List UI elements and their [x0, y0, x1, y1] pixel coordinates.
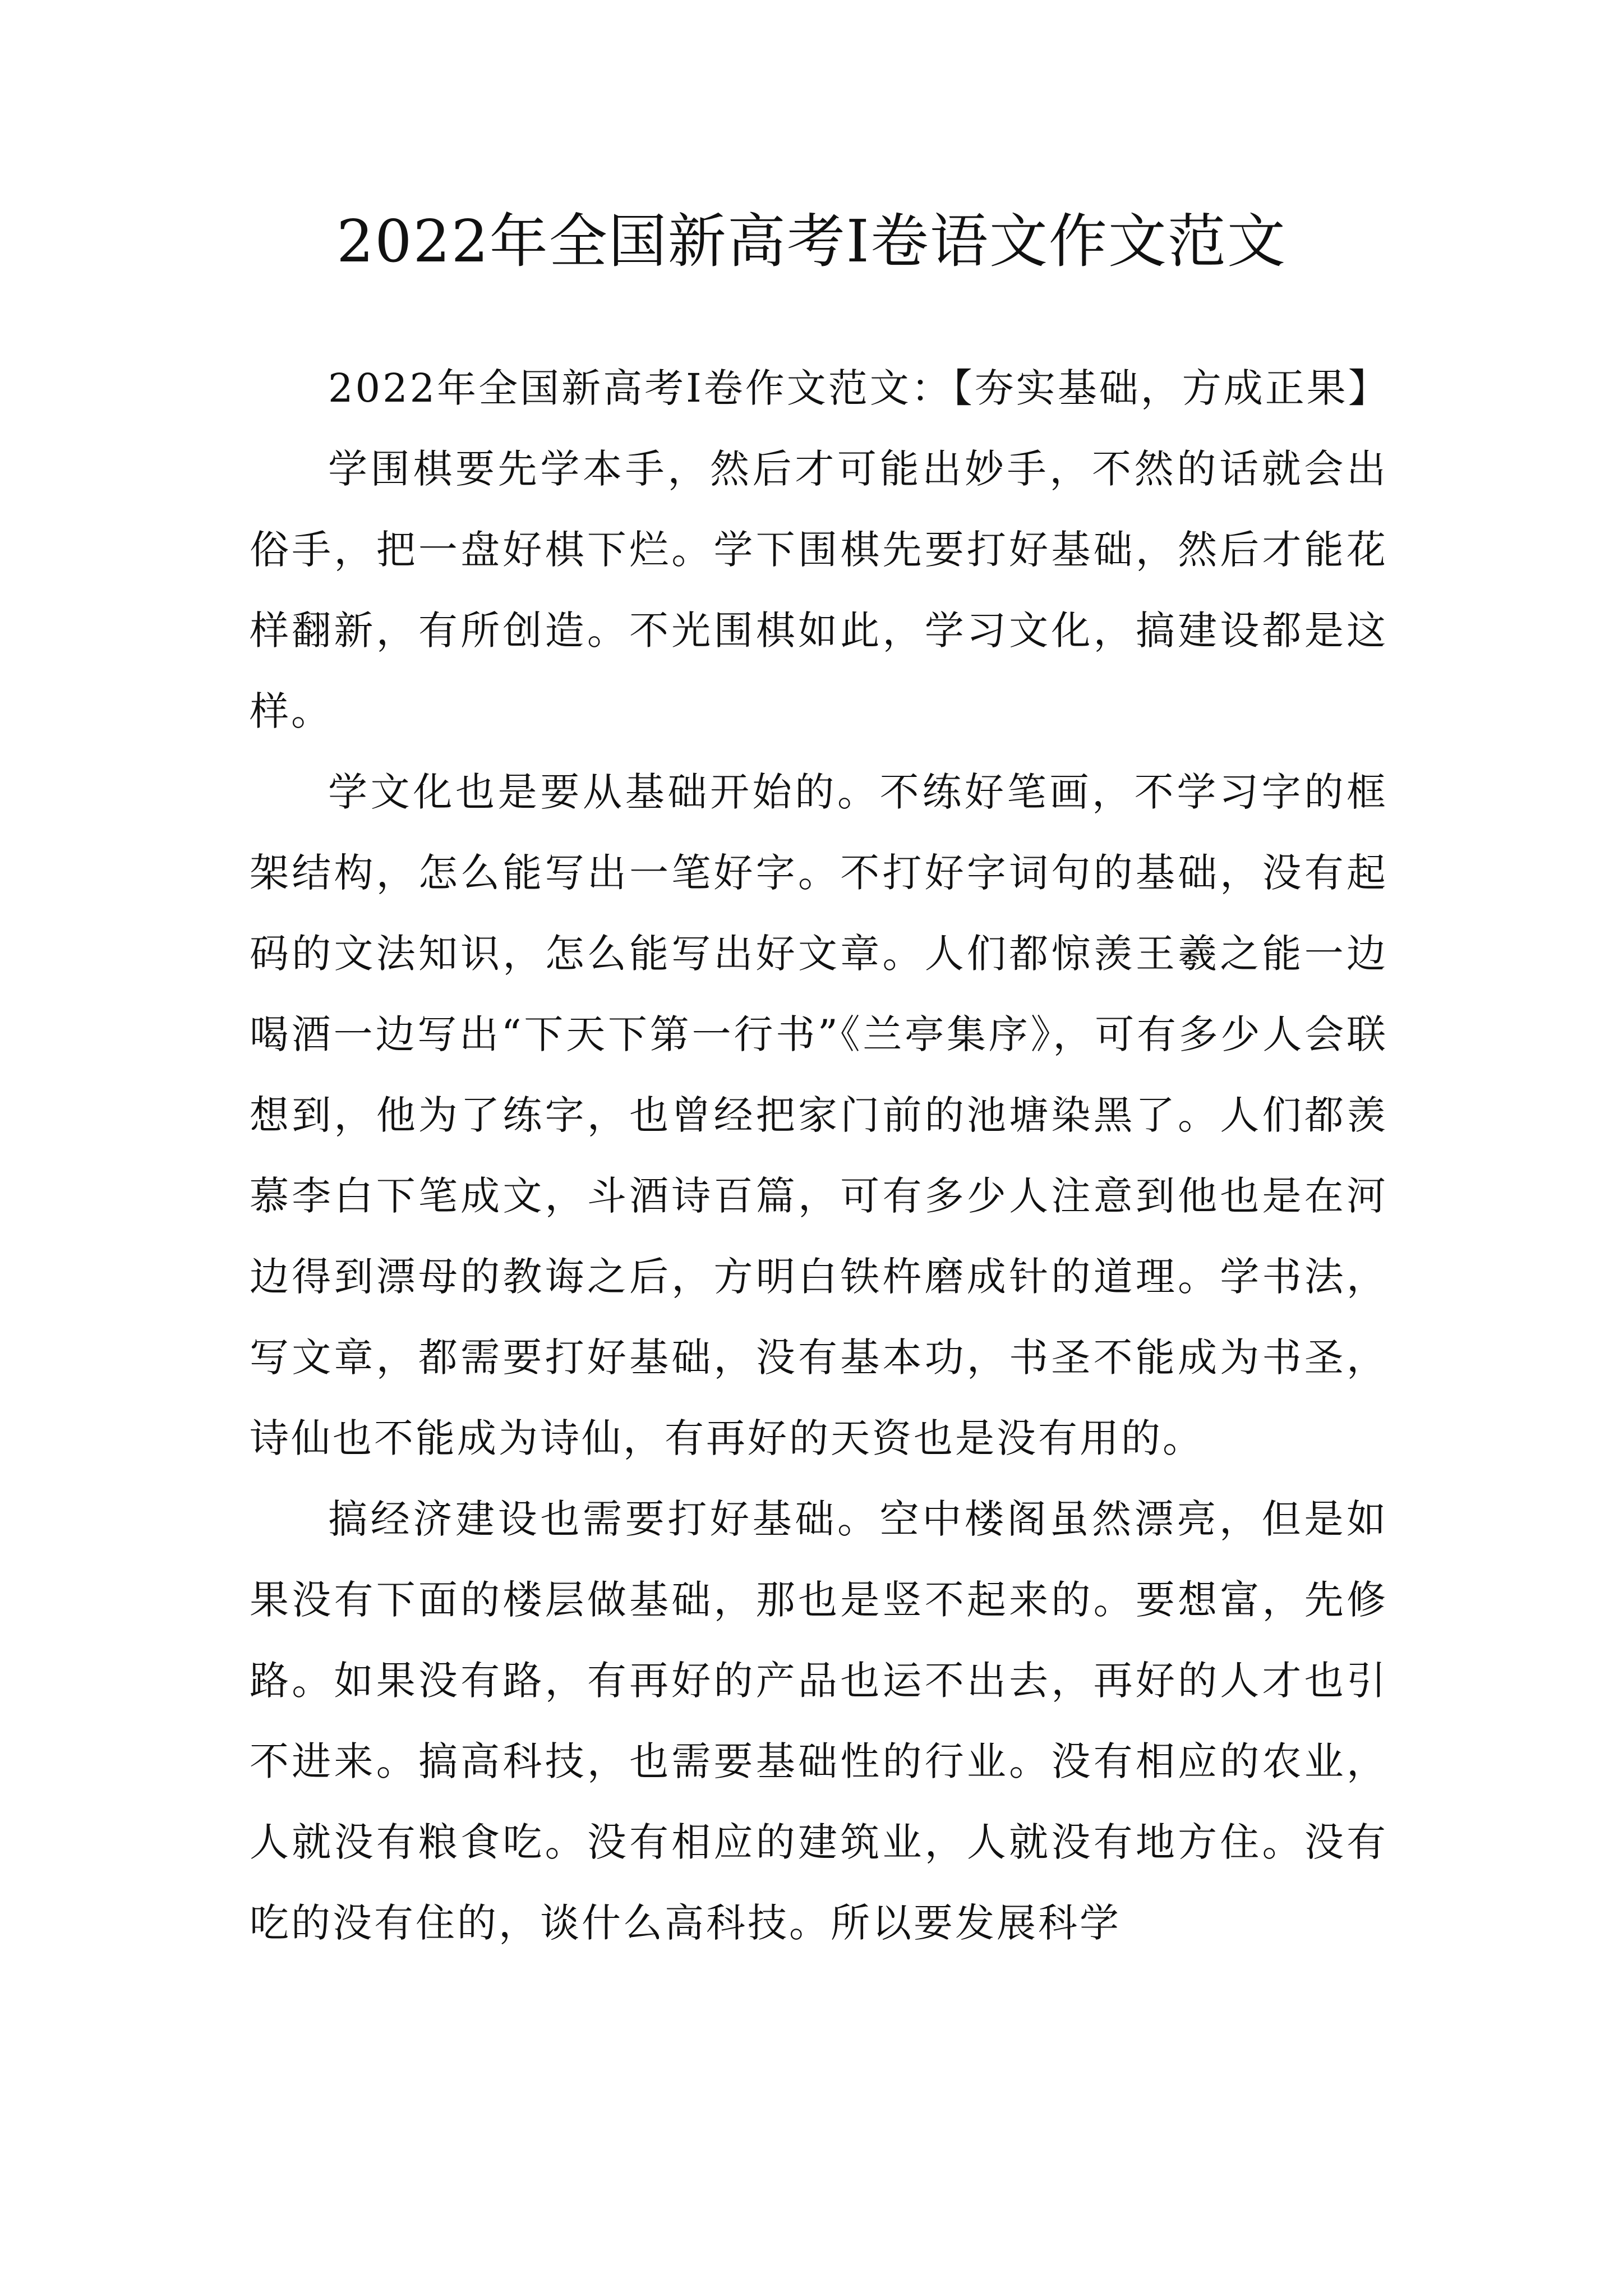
paragraph-economy-basics: 搞经济建设也需要打好基础。空中楼阁虽然漂亮，但是如果没有下面的楼层做基础，那也是竖不起来的。要想富，先修路。如果没有路，有再好的产品也运不出去，再好的人才也引不进来。搞高科技，也需要基础性的行业。没有相应的农业，人就没有粮食吃。没有相应的建筑业，人就没有地方住。没有吃的没有住的，谈什么高科技。所以要发展科学: [250, 1496, 1388, 1946]
paragraph-go-basics: 学围棋要先学本手，然后才可能出妙手，不然的话就会出俗手，把一盘好棋下烂。学下围棋先要打好基础，然后才能花样翻新，有所创造。不光围棋如此，学习文化，搞建设都是这样。: [250, 446, 1388, 734]
paragraph-subtitle: 2022年全国新高考Ⅰ卷作文范文：【夯实基础，方成正果】: [328, 365, 1390, 411]
document-body: [250, 348, 1388, 1963]
document-title: 2022年全国新高考Ⅰ卷语文作文范文: [336, 207, 1287, 275]
paragraph-culture-basics: 学文化也是要从基础开始的。不练好笔画，不学习字的框架结构，怎么能写出一笔好字。不打好字词句的基础，没有起码的文法知识，怎么能写出好文章。人们都惊羡王羲之能一边喝酒一边写出“下天下第一行书”《兰亭集序》，可有多少人会联想到，他为了练字，也曾经把家门前的池塘染黑了。人们都羡慕李白下笔成文，斗酒诗百篇，可有多少人注意到他也是在河边得到漂母的教诲之后，方明白铁杵磨成针的道理。学书法，写文章，都需要打好基础，没有基本功，书圣不能成为书圣，诗仙也不能成为诗仙，有再好的天资也是没有用的。: [250, 769, 1388, 1461]
